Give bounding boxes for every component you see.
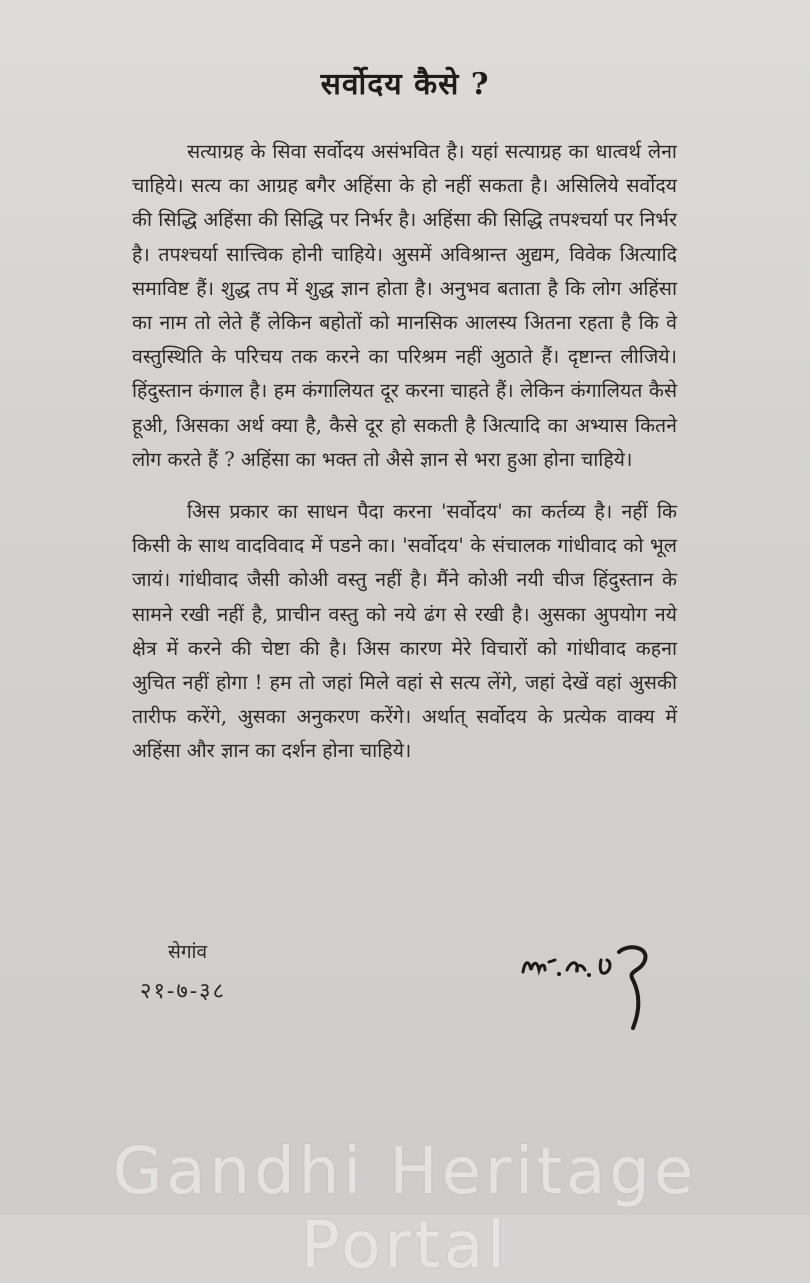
place-name: सेगांव: [168, 941, 208, 963]
paragraph-2: अिस प्रकार का साधन पैदा करना 'सर्वोदय' का कर्तव्य है। नहीं कि किसी के साथ वादविवाद में पडने का। 'सर्वोदय' के संचालक गांधीवाद को भूल जायं। गांधीवाद जैसी कोअी वस्तु नहीं है। मैंने कोअी नयी चीज हिंदुस्तान के सामने रखी नहीं है, प्राचीन वस्तु को नये ढंग से रखी है। अुसका अुपयोग नये क्षेत्र में करने की चेष्टा की है। अिस कारण मेरे विचारों को गांधीवाद कहना अुचित नहीं होगा ! हम तो जहां मिले वहां से सत्य लेंगे, जहां देखें वहां अुसकी तारीफ करेंगे, अुसका अनुकरण करेंगे। अर्थात् सर्वोदय के प्रत्येक वाक्य में अहिंसा और ज्ञान का दर्शन होना चाहिये।: [132, 500, 677, 763]
page-title: सर्वोदय कैसे ?: [320, 67, 490, 102]
watermark: Gandhi Heritage Portal: [112, 1135, 698, 1283]
paragraph-1: सत्याग्रह के सिवा सर्वोदय असंभवित है। यहां सत्याग्रह का धात्वर्थ लेना चाहिये। सत्य का आग्रह बगैर अहिंसा के हो नहीं सकता है। असिलिये सर्वोदय की सिद्धि अहिंसा की सिद्धि पर निर्भर है। अहिंसा की सिद्धि तपश्चर्या पर निर्भर है। तपश्चर्या सात्त्विक होनी चाहिये। अुसमें अविश्रान्त अुद्यम, विवेक अित्यादि समाविष्ट हैं। शुद्ध तप में शुद्ध ज्ञान होता है। अनुभव बताता है कि लोग अहिंसा का नाम तो लेते हैं लेकिन बहोतों को मानसिक आलस्य अितना रहता है कि वे वस्तुस्थिति के परिचय तक करने का परिश्रम नहीं अुठाते हैं। दृष्टान्त लीजिये। हिंदुस्तान कंगाल है। हम कंगालियत दूर करना चाहते हैं। लेकिन कंगालियत कैसे हूअी, अिसका अर्थ क्या है, कैसे दूर हो सकती है अित्यादि का अभ्यास कितने लोग करते हैं ? अहिंसा का भक्त तो अैसे ज्ञान से भरा हुआ होना चाहिये।: [132, 140, 677, 471]
body-text: [132, 135, 677, 769]
letter-date: २१-७-३८: [140, 979, 227, 1004]
handwritten-signature: [515, 930, 665, 1035]
